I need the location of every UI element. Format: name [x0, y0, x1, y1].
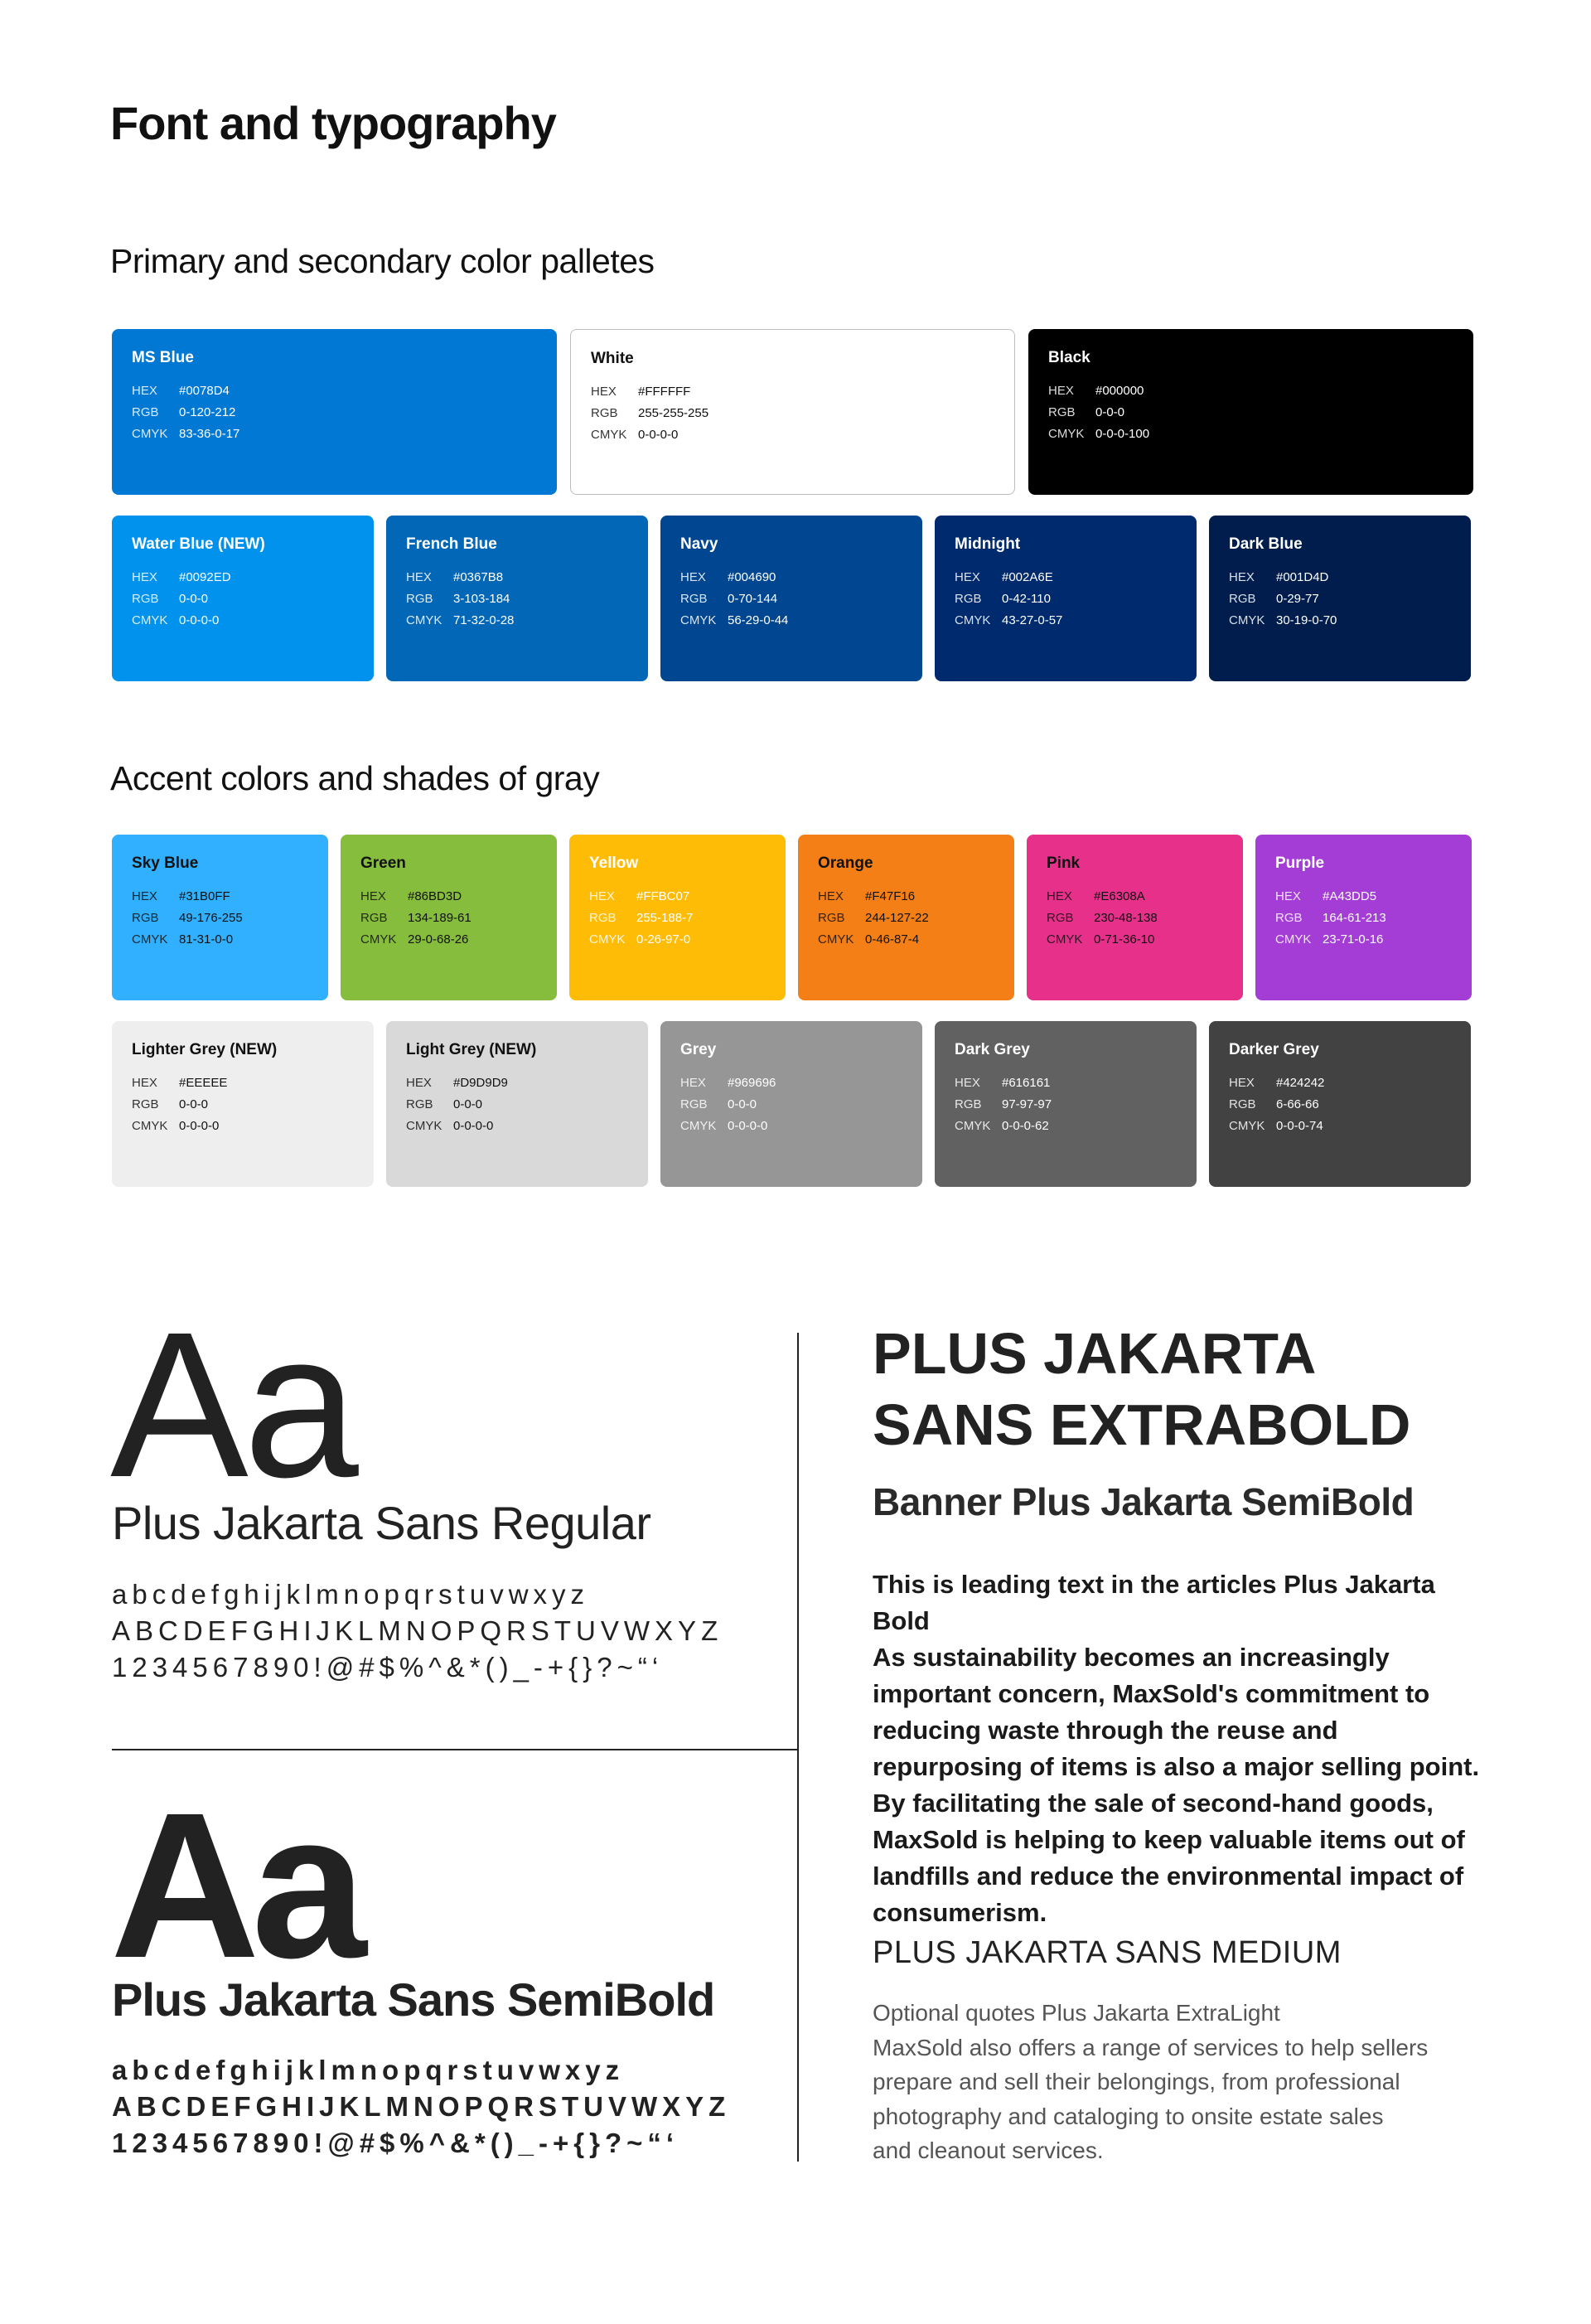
swatch-cmyk-label: CMYK [955, 1119, 991, 1133]
swatch-rgb-label: RGB [955, 592, 982, 606]
color-swatch-purple [1255, 835, 1472, 1000]
swatch-hex-line [132, 1072, 354, 1094]
swatch-cmyk-value: 83-36-0-17 [179, 427, 240, 441]
color-swatch-orange [798, 835, 1014, 1000]
lead-line: consumerism. [873, 1898, 1047, 1927]
swatch-cmyk-label: CMYK [132, 932, 168, 947]
color-swatch-grey [660, 1021, 922, 1187]
swatch-hex-line [680, 567, 902, 588]
lead-paragraph [873, 1566, 1486, 1931]
swatch-rgb-line [1229, 588, 1451, 610]
swatch-rgb-line [1229, 1094, 1451, 1116]
swatch-cmyk-value: 0-0-0-0 [453, 1119, 494, 1133]
swatch-rgb-line [955, 1094, 1177, 1116]
semibold-numbers-symbols: 1234567890!@#$%^&*()_-+{}?~“‘ [112, 2128, 679, 2158]
swatch-name: Lighter Grey (NEW) [132, 1041, 278, 1058]
swatch-cmyk-line [680, 610, 902, 632]
semibold-uppercase: ABCDEFGHIJKLMNOPQRSTUVWXYZ [112, 2091, 731, 2122]
swatch-hex-line [680, 1072, 902, 1094]
color-swatch-pink [1027, 835, 1243, 1000]
swatch-cmyk-line [132, 424, 537, 445]
color-swatch-ms-blue [112, 329, 557, 495]
swatch-rgb-value: 0-42-110 [1002, 592, 1051, 606]
swatch-name: Purple [1275, 855, 1325, 872]
regular-glyph-set [112, 1576, 723, 1686]
swatch-rgb-label: RGB [132, 405, 159, 419]
semibold-lowercase: abcdefghijklmnopqrstuvwxyz [112, 2055, 625, 2085]
color-swatch-light-grey-new [386, 1021, 648, 1187]
swatch-hex-line [1048, 380, 1453, 402]
swatch-rgb-line [955, 588, 1177, 610]
swatch-rgb-value: 255-188-7 [636, 911, 694, 925]
swatch-rgb-line [680, 588, 902, 610]
swatch-cmyk-line [1229, 610, 1451, 632]
swatch-rgb-line [1047, 908, 1223, 929]
regular-sample-glyph: Aa [110, 1289, 354, 1520]
swatch-cmyk-line [1048, 424, 1453, 445]
swatch-hex-line [591, 381, 994, 403]
swatch-hex-label: HEX [955, 1076, 980, 1090]
quote-paragraph [873, 1996, 1486, 2168]
color-swatch-water-blue-new [112, 516, 374, 681]
quote-line: Optional quotes Plus Jakarta ExtraLight [873, 2000, 1280, 2026]
swatch-rgb-value: 49-176-255 [179, 911, 243, 925]
swatch-cmyk-line [132, 929, 308, 951]
swatch-cmyk-value: 43-27-0-57 [1002, 613, 1063, 627]
swatch-cmyk-label: CMYK [1048, 427, 1085, 441]
swatch-cmyk-value: 0-46-87-4 [865, 932, 920, 947]
accent-palette-row [112, 835, 1472, 1000]
swatch-name: Black [1048, 349, 1090, 366]
swatch-rgb-line [132, 908, 308, 929]
regular-lowercase: abcdefghijklmnopqrstuvwxyz [112, 1579, 590, 1610]
swatch-cmyk-value: 0-0-0-74 [1276, 1119, 1323, 1133]
swatch-cmyk-label: CMYK [589, 932, 626, 947]
swatch-cmyk-label: CMYK [132, 1119, 168, 1133]
extrabold-heading-line-1: PLUS JAKARTA [873, 1321, 1317, 1386]
swatch-cmyk-label: CMYK [1275, 932, 1312, 947]
swatch-hex-line [132, 886, 308, 908]
swatch-hex-value: #E6308A [1094, 889, 1145, 903]
swatch-hex-label: HEX [1048, 384, 1074, 398]
swatch-hex-label: HEX [1047, 889, 1072, 903]
swatch-rgb-label: RGB [132, 911, 159, 925]
swatch-rgb-value: 97-97-97 [1002, 1097, 1052, 1111]
swatch-cmyk-line [406, 610, 628, 632]
primary-palette-row [112, 329, 1473, 495]
swatch-cmyk-line [132, 1116, 354, 1137]
swatch-cmyk-line [406, 1116, 628, 1137]
swatch-hex-value: #004690 [728, 570, 776, 584]
swatch-hex-label: HEX [818, 889, 844, 903]
extrabold-heading-line-2: SANS EXTRABOLD [873, 1392, 1411, 1457]
swatch-hex-line [818, 886, 994, 908]
swatch-cmyk-line [132, 610, 354, 632]
swatch-cmyk-value: 29-0-68-26 [408, 932, 469, 947]
swatch-hex-label: HEX [680, 570, 706, 584]
swatch-hex-label: HEX [132, 570, 157, 584]
swatch-hex-value: #F47F16 [865, 889, 916, 903]
lead-line: reducing waste through the reuse and [873, 1716, 1338, 1745]
swatch-rgb-line [360, 908, 537, 929]
swatch-hex-line [132, 567, 354, 588]
swatch-rgb-line [406, 588, 628, 610]
swatch-hex-value: #A43DD5 [1323, 889, 1377, 903]
medium-font-label: PLUS JAKARTA SANS MEDIUM [873, 1935, 1342, 1970]
swatch-cmyk-label: CMYK [360, 932, 397, 947]
swatch-hex-line [955, 567, 1177, 588]
horizontal-divider [112, 1749, 798, 1750]
vertical-divider [797, 1333, 799, 2162]
swatch-cmyk-value: 0-0-0-62 [1002, 1119, 1049, 1133]
swatch-rgb-value: 255-255-255 [638, 406, 709, 420]
swatch-rgb-value: 134-189-61 [408, 911, 471, 925]
swatch-hex-value: #FFFFFF [638, 385, 691, 399]
semibold-font-name: Plus Jakarta Sans SemiBold [112, 1973, 715, 2026]
lead-line: landfills and reduce the environmental impact of [873, 1862, 1464, 1891]
secondary-palette-row [112, 516, 1471, 681]
color-swatch-yellow [569, 835, 786, 1000]
swatch-hex-label: HEX [360, 889, 386, 903]
swatch-name: MS Blue [132, 349, 194, 366]
swatch-cmyk-value: 0-0-0-0 [638, 428, 679, 442]
swatch-cmyk-label: CMYK [680, 613, 717, 627]
swatch-cmyk-line [1275, 929, 1452, 951]
quote-line: and cleanout services. [873, 2138, 1104, 2163]
quote-line: prepare and sell their belongings, from professional [873, 2069, 1400, 2094]
swatch-hex-value: #424242 [1276, 1076, 1325, 1090]
lead-line: By facilitating the sale of second-hand goods, [873, 1789, 1434, 1818]
swatch-rgb-label: RGB [1229, 1097, 1256, 1111]
swatch-cmyk-label: CMYK [1229, 1119, 1265, 1133]
swatch-rgb-line [1048, 402, 1453, 424]
swatch-rgb-value: 0-0-0 [728, 1097, 757, 1111]
color-swatch-lighter-grey-new [112, 1021, 374, 1187]
swatch-hex-line [589, 886, 766, 908]
swatch-cmyk-label: CMYK [680, 1119, 717, 1133]
swatch-cmyk-label: CMYK [818, 932, 854, 947]
swatch-name: White [591, 350, 634, 367]
swatch-hex-value: #D9D9D9 [453, 1076, 508, 1090]
swatch-rgb-label: RGB [680, 1097, 708, 1111]
swatch-cmyk-line [591, 424, 994, 446]
swatch-hex-value: #001D4D [1276, 570, 1329, 584]
swatch-hex-label: HEX [680, 1076, 706, 1090]
swatch-hex-line [132, 380, 537, 402]
swatch-hex-value: #616161 [1002, 1076, 1051, 1090]
swatch-cmyk-label: CMYK [1047, 932, 1083, 947]
swatch-cmyk-value: 0-0-0-100 [1095, 427, 1150, 441]
swatch-hex-line [1047, 886, 1223, 908]
swatch-rgb-label: RGB [132, 592, 159, 606]
swatch-rgb-label: RGB [591, 406, 618, 420]
swatch-rgb-value: 6-66-66 [1276, 1097, 1319, 1111]
swatch-cmyk-line [955, 1116, 1177, 1137]
swatch-name: Grey [680, 1041, 717, 1058]
swatch-name: Darker Grey [1229, 1041, 1319, 1058]
swatch-name: Green [360, 855, 406, 872]
swatch-hex-line [955, 1072, 1177, 1094]
swatch-hex-line [406, 1072, 628, 1094]
quote-line: MaxSold also offers a range of services to help sellers [873, 2034, 1429, 2060]
swatch-cmyk-label: CMYK [591, 428, 627, 442]
swatch-cmyk-line [1229, 1116, 1451, 1137]
swatch-rgb-value: 230-48-138 [1094, 911, 1158, 925]
swatch-name: Sky Blue [132, 855, 199, 872]
swatch-rgb-value: 0-0-0 [179, 1097, 209, 1111]
page-title: Font and typography [110, 97, 556, 149]
swatch-cmyk-line [1047, 929, 1223, 951]
swatch-cmyk-label: CMYK [955, 613, 991, 627]
swatch-rgb-line [1275, 908, 1452, 929]
color-swatch-dark-blue [1209, 516, 1471, 681]
swatch-hex-value: #002A6E [1002, 570, 1053, 584]
semibold-glyph-set [112, 2052, 730, 2162]
swatch-rgb-value: 0-120-212 [179, 405, 236, 419]
color-swatch-white [570, 329, 1015, 495]
swatch-hex-value: #000000 [1095, 384, 1144, 398]
swatch-rgb-value: 164-61-213 [1323, 911, 1386, 925]
swatch-rgb-label: RGB [1047, 911, 1074, 925]
swatch-rgb-line [406, 1094, 628, 1116]
swatch-rgb-line [591, 403, 994, 424]
swatch-rgb-line [589, 908, 766, 929]
swatch-name: Water Blue (NEW) [132, 535, 265, 553]
swatch-hex-label: HEX [406, 570, 432, 584]
swatch-rgb-label: RGB [360, 911, 388, 925]
swatch-cmyk-label: CMYK [132, 427, 168, 441]
lead-line: This is leading text in the articles Plus Jakarta Bold [873, 1570, 1435, 1635]
swatch-hex-value: #0078D4 [179, 384, 230, 398]
semibold-sample-glyph: Aa [110, 1770, 359, 2001]
gray-palette-row [112, 1021, 1471, 1187]
quote-line: photography and cataloging to onsite estate sales [873, 2103, 1384, 2129]
color-swatch-sky-blue [112, 835, 328, 1000]
regular-numbers-symbols: 1234567890!@#$%^&*()_-+{}?~“‘ [112, 1652, 664, 1682]
swatch-rgb-label: RGB [1229, 592, 1256, 606]
swatch-name: Midnight [955, 535, 1021, 553]
swatch-rgb-line [132, 402, 537, 424]
color-swatch-french-blue [386, 516, 648, 681]
swatch-cmyk-value: 0-0-0-0 [179, 1119, 220, 1133]
swatch-cmyk-value: 0-26-97-0 [636, 932, 691, 947]
extrabold-heading [873, 1318, 1486, 1460]
swatch-rgb-label: RGB [589, 911, 617, 925]
swatch-rgb-value: 0-29-77 [1276, 592, 1319, 606]
swatch-name: Pink [1047, 855, 1081, 872]
swatch-cmyk-line [360, 929, 537, 951]
color-swatch-darker-grey [1209, 1021, 1471, 1187]
swatch-hex-line [360, 886, 537, 908]
swatch-hex-value: #EEEEE [179, 1076, 228, 1090]
swatch-rgb-value: 0-0-0 [179, 592, 209, 606]
color-swatch-black [1028, 329, 1473, 495]
swatch-cmyk-line [955, 610, 1177, 632]
swatch-hex-label: HEX [132, 889, 157, 903]
swatch-name: Dark Grey [955, 1041, 1030, 1058]
swatch-cmyk-value: 23-71-0-16 [1323, 932, 1384, 947]
color-swatch-navy [660, 516, 922, 681]
swatch-cmyk-line [818, 929, 994, 951]
swatch-hex-value: #86BD3D [408, 889, 462, 903]
swatch-hex-value: #0092ED [179, 570, 231, 584]
swatch-rgb-value: 0-70-144 [728, 592, 778, 606]
swatch-hex-label: HEX [1229, 1076, 1255, 1090]
swatch-cmyk-value: 81-31-0-0 [179, 932, 234, 947]
swatch-cmyk-value: 71-32-0-28 [453, 613, 515, 627]
swatch-cmyk-label: CMYK [1229, 613, 1265, 627]
swatch-rgb-label: RGB [818, 911, 845, 925]
swatch-hex-value: #0367B8 [453, 570, 504, 584]
swatch-hex-label: HEX [132, 384, 157, 398]
swatch-rgb-label: RGB [132, 1097, 159, 1111]
color-swatch-dark-grey [935, 1021, 1197, 1187]
swatch-cmyk-value: 0-0-0-0 [179, 613, 220, 627]
swatch-rgb-label: RGB [1048, 405, 1076, 419]
swatch-name: Yellow [589, 855, 639, 872]
swatch-hex-label: HEX [591, 385, 617, 399]
swatch-name: Light Grey (NEW) [406, 1041, 537, 1058]
swatch-rgb-line [132, 588, 354, 610]
swatch-cmyk-label: CMYK [406, 613, 442, 627]
swatch-hex-label: HEX [1275, 889, 1301, 903]
swatch-name: Dark Blue [1229, 535, 1303, 553]
swatch-cmyk-value: 56-29-0-44 [728, 613, 789, 627]
swatch-cmyk-value: 30-19-0-70 [1276, 613, 1337, 627]
swatch-name: Navy [680, 535, 718, 553]
swatch-rgb-line [132, 1094, 354, 1116]
swatch-cmyk-value: 0-71-36-10 [1094, 932, 1155, 947]
lead-line: As sustainability becomes an increasingly [873, 1643, 1390, 1672]
swatch-cmyk-line [589, 929, 766, 951]
swatch-hex-line [1229, 1072, 1451, 1094]
banner-text: Banner Plus Jakarta SemiBold [873, 1480, 1414, 1523]
swatch-hex-label: HEX [589, 889, 615, 903]
regular-uppercase: ABCDEFGHIJKLMNOPQRSTUVWXYZ [112, 1615, 723, 1646]
swatch-name: Orange [818, 855, 873, 872]
lead-line: repurposing of items is also a major selling point. [873, 1752, 1480, 1781]
swatch-rgb-label: RGB [955, 1097, 982, 1111]
lead-line: MaxSold is helping to keep valuable items out of [873, 1825, 1465, 1854]
swatch-rgb-label: RGB [406, 592, 433, 606]
swatch-hex-value: #FFBC07 [636, 889, 690, 903]
swatch-hex-label: HEX [1229, 570, 1255, 584]
swatch-rgb-line [818, 908, 994, 929]
swatch-hex-label: HEX [406, 1076, 432, 1090]
lead-line: important concern, MaxSold's commitment to [873, 1679, 1430, 1708]
swatch-rgb-label: RGB [680, 592, 708, 606]
swatch-rgb-label: RGB [1275, 911, 1303, 925]
primary-section-title: Primary and secondary color palletes [110, 242, 655, 280]
swatch-rgb-value: 0-0-0 [1095, 405, 1125, 419]
swatch-hex-line [406, 567, 628, 588]
color-swatch-green [341, 835, 557, 1000]
color-swatch-midnight [935, 516, 1197, 681]
swatch-hex-line [1275, 886, 1452, 908]
swatch-rgb-value: 3-103-184 [453, 592, 510, 606]
swatch-hex-label: HEX [132, 1076, 157, 1090]
accent-section-title: Accent colors and shades of gray [110, 759, 600, 797]
swatch-cmyk-line [680, 1116, 902, 1137]
swatch-hex-value: #31B0FF [179, 889, 230, 903]
swatch-rgb-line [680, 1094, 902, 1116]
swatch-rgb-value: 244-127-22 [865, 911, 929, 925]
swatch-cmyk-label: CMYK [406, 1119, 442, 1133]
swatch-hex-line [1229, 567, 1451, 588]
swatch-rgb-label: RGB [406, 1097, 433, 1111]
swatch-hex-value: #969696 [728, 1076, 776, 1090]
swatch-rgb-value: 0-0-0 [453, 1097, 483, 1111]
regular-font-name: Plus Jakarta Sans Regular [112, 1497, 651, 1549]
swatch-cmyk-label: CMYK [132, 613, 168, 627]
swatch-name: French Blue [406, 535, 497, 553]
swatch-cmyk-value: 0-0-0-0 [728, 1119, 768, 1133]
swatch-hex-label: HEX [955, 570, 980, 584]
